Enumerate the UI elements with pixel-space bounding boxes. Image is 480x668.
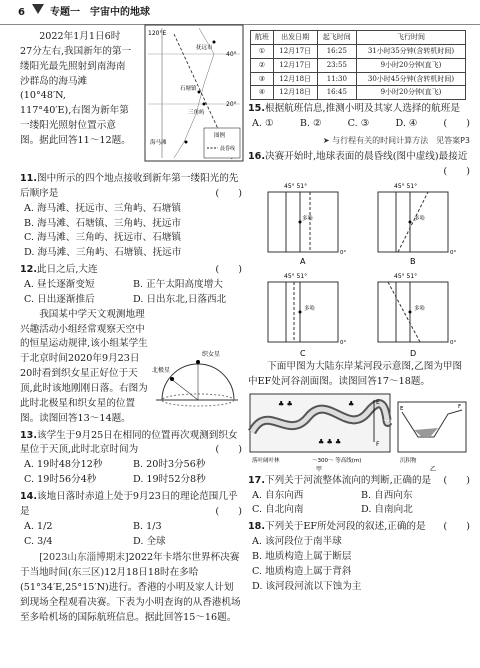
svg-text:45° 51°: 45° 51°	[394, 273, 418, 281]
q18-option-d[interactable]: D. 该河段河流以下蚀为主	[252, 580, 362, 592]
svg-text:♣ ♣ ♣: ♣ ♣ ♣	[318, 437, 342, 446]
panel-a[interactable]	[268, 183, 346, 266]
star-position-diagram	[152, 342, 242, 408]
q17-option-d[interactable]: D. 自南向北	[361, 504, 413, 516]
svg-text:E: E	[400, 405, 404, 412]
q11-option-d[interactable]: D. 海马滩、三角屿、石塘镇、抚远市	[24, 247, 182, 259]
page-header	[0, 0, 480, 25]
q13-option-b[interactable]: B. 20时3分56秒	[133, 459, 206, 471]
svg-text:E: E	[376, 398, 380, 406]
table-header-row: 航班 出发日期 起飞时间 飞行时间	[251, 31, 466, 45]
svg-text:D: D	[410, 349, 417, 359]
svg-text:多哈: 多哈	[414, 216, 426, 223]
q14-options	[20, 520, 242, 550]
q12-option-c[interactable]: C. 日出逐渐推后	[24, 293, 95, 305]
q13-option-a[interactable]: A. 19时48分12秒	[24, 459, 103, 471]
svg-text:0°: 0°	[340, 250, 347, 257]
svg-text:～300～ 等高线(m): ～300～ 等高线(m)	[312, 457, 362, 464]
left-column	[20, 30, 242, 626]
svg-text:北极星: 北极星	[152, 366, 171, 374]
svg-text:45° 51°: 45° 51°	[284, 273, 308, 281]
q15-options	[248, 117, 443, 132]
q12-option-d[interactable]: D. 日出东北,日落西北	[133, 293, 227, 305]
table-row: ② 12月17日 23:55 9小时20分钟(直飞)	[251, 58, 466, 72]
svg-text:0°: 0°	[340, 340, 347, 347]
intro-11-12: 2022年1月1日6时 27分左右,我国新年的第一 缕阳光最先照射到南海南 沙群岛的海马滩(10°48′N, 117°40′E),右图为新年第 一缕阳光照射位置示意 图。据此回答11～12题。	[20, 31, 132, 147]
q14-option-d[interactable]: D. 全球	[133, 535, 166, 547]
question-12: 12.此日之后,大连 ( )	[20, 264, 242, 276]
table-row: ③ 12月18日 11:30 30小时45分钟(含转机时间)	[251, 72, 466, 86]
q11-option-a[interactable]: A. 海马滩、抚远市、三角屿、石塘镇	[24, 202, 181, 214]
svg-text:落叶阔叶林: 落叶阔叶林	[252, 457, 280, 464]
question-16: 16.决赛开始时,地球表面的晨昏线(图中虚线)最接近 ( )	[248, 151, 470, 178]
q17-option-c[interactable]: C. 自北向南	[252, 504, 304, 516]
table-row: ① 12月17日 16:25 31小时35分钟(含转机时间)	[251, 44, 466, 58]
svg-text:F: F	[376, 440, 380, 448]
q13-option-c[interactable]: C. 19时56分4秒	[24, 474, 97, 486]
q18-option-c[interactable]: C. 地质构造上属于背斜	[252, 565, 352, 577]
q11-option-c[interactable]: C. 海马滩、三角屿、抚远市、石塘镇	[24, 232, 182, 244]
sunrise-map	[144, 24, 244, 162]
q17-option-a[interactable]: A. 自东向西	[252, 489, 304, 501]
svg-text:0°: 0°	[450, 340, 457, 347]
q12-option-a[interactable]: A. 昼长逐渐变短	[24, 279, 95, 291]
q17-options	[248, 489, 470, 519]
question-15: 15.根据航班信息,推测小明及其家人选择的航班是 ( )	[248, 103, 470, 130]
q11-option-b[interactable]: B. 海马滩、石塘镇、三角屿、抚远市	[24, 217, 182, 229]
svg-text:多哈: 多哈	[302, 216, 314, 223]
svg-text:石塘镇: 石塘镇	[180, 86, 197, 92]
panel-b[interactable]	[378, 183, 456, 266]
q12-options	[20, 278, 242, 308]
question-18: 18.下列关于EF所处河段的叙述,正确的是 ( )	[248, 521, 470, 533]
q14-option-a[interactable]: A. 1/2	[24, 520, 53, 532]
svg-text:B: B	[410, 257, 416, 267]
svg-text:120°E: 120°E	[148, 30, 167, 37]
svg-text:晨昏线: 晨昏线	[220, 146, 236, 152]
q14-option-c[interactable]: C. 3/4	[24, 535, 53, 547]
panel-d[interactable]	[378, 273, 456, 358]
river-diagram	[248, 392, 470, 472]
q18-option-b[interactable]: B. 地质构造上属于断层	[252, 551, 352, 563]
svg-text:0°: 0°	[450, 250, 457, 257]
svg-text:40°: 40°	[226, 51, 237, 58]
question-11: 11.图中所示的四个地点接收到新年第一缕阳光的先后顺序是 ( )	[20, 173, 242, 199]
arrow-icon: ➤	[322, 135, 333, 145]
q17-option-b[interactable]: B. 自西向东	[361, 489, 413, 501]
svg-text:♣: ♣	[348, 399, 355, 408]
svg-text:C: C	[300, 349, 306, 359]
question-17: 17.下列关于河流整体流向的判断,正确的是 ( )	[248, 474, 470, 486]
q15-option-a[interactable]: A. ①	[252, 118, 274, 130]
svg-text:多哈: 多哈	[414, 306, 426, 313]
svg-text:织女星: 织女星	[202, 350, 221, 358]
q12-option-b[interactable]: B. 正午太阳高度增大	[133, 279, 223, 291]
svg-text:三角屿: 三角屿	[188, 110, 205, 116]
method-tip[interactable]: ➤ 与行程有关的时间计算方法 见答案P3	[322, 135, 470, 145]
question-13: 13.该学生于9月25日在相同的位置再次观测到织女星位于天顶,此时北京时间为 ( )	[20, 429, 242, 456]
q15-option-d[interactable]: D. ④	[395, 118, 418, 130]
intro-11-12-block	[20, 30, 242, 170]
svg-text:45° 51°: 45° 51°	[394, 183, 418, 191]
question-14: 14.该地日落时赤道上处于9月23日的理论范围几乎是 ( )	[20, 491, 242, 517]
header-marker-icon	[32, 4, 44, 14]
intro-13-14: 我国某中学天文观测地理兴趣活动小组经常观察天空中的恒星运动规律,该小组某学生于北京时间2020年9月23日20时看到织女星正好位于天顶,此时该地刚刚日落。右图为此时北极星和织女星的位置图。读图回答13～14题。	[20, 308, 148, 424]
chapter-title: 专题一 宇宙中的地球	[50, 7, 150, 18]
q15-option-b[interactable]: B. ②	[299, 118, 322, 130]
q13-option-d[interactable]: D. 19时52分8秒	[133, 474, 206, 486]
intro-13-14-block	[20, 308, 242, 427]
svg-text:F: F	[458, 403, 462, 410]
svg-text:抚远市: 抚远市	[196, 45, 213, 51]
right-column	[248, 30, 470, 595]
svg-text:20°: 20°	[226, 101, 237, 108]
table-row: ④ 12月18日 16:45 9小时20分钟(直飞)	[251, 86, 466, 100]
svg-text:多哈: 多哈	[304, 306, 316, 313]
terminator-options	[248, 180, 470, 360]
svg-text:45° 51°: 45° 51°	[284, 183, 308, 191]
svg-text:沉积物: 沉积物	[400, 457, 417, 464]
intro-15-16: [2023山东淄博期末]2022年卡塔尔世界杯决赛于当地时间(东三区)12月18日18时在多哈(51°34′E,25°15′N)进行。香港的小明及家人计划到现场全程观看决赛。下表为小明查询的从香港机场至多哈机场的国际航班信息。据此回答15～16题。	[20, 552, 241, 623]
svg-text:乙: 乙	[430, 465, 437, 472]
svg-text:图例: 图例	[214, 133, 226, 139]
svg-text:♣ ♣: ♣ ♣	[278, 399, 293, 408]
svg-text:海马滩: 海马滩	[150, 140, 167, 146]
flight-table	[250, 30, 466, 100]
q15-option-c[interactable]: C. ③	[347, 118, 370, 130]
svg-text:A: A	[300, 257, 306, 267]
q14-option-b[interactable]: B. 1/3	[133, 520, 162, 532]
q13-options	[20, 458, 242, 488]
page-number: 6	[18, 7, 25, 18]
panel-c[interactable]	[268, 273, 346, 358]
q18-option-a[interactable]: A. 该河段位于南半球	[252, 536, 342, 548]
intro-17-18: 下面甲图为大陆东岸某河段示意图,乙图为甲图中EF处河谷剖面图。读图回答17～18题。	[248, 361, 463, 387]
svg-text:甲: 甲	[316, 465, 323, 472]
